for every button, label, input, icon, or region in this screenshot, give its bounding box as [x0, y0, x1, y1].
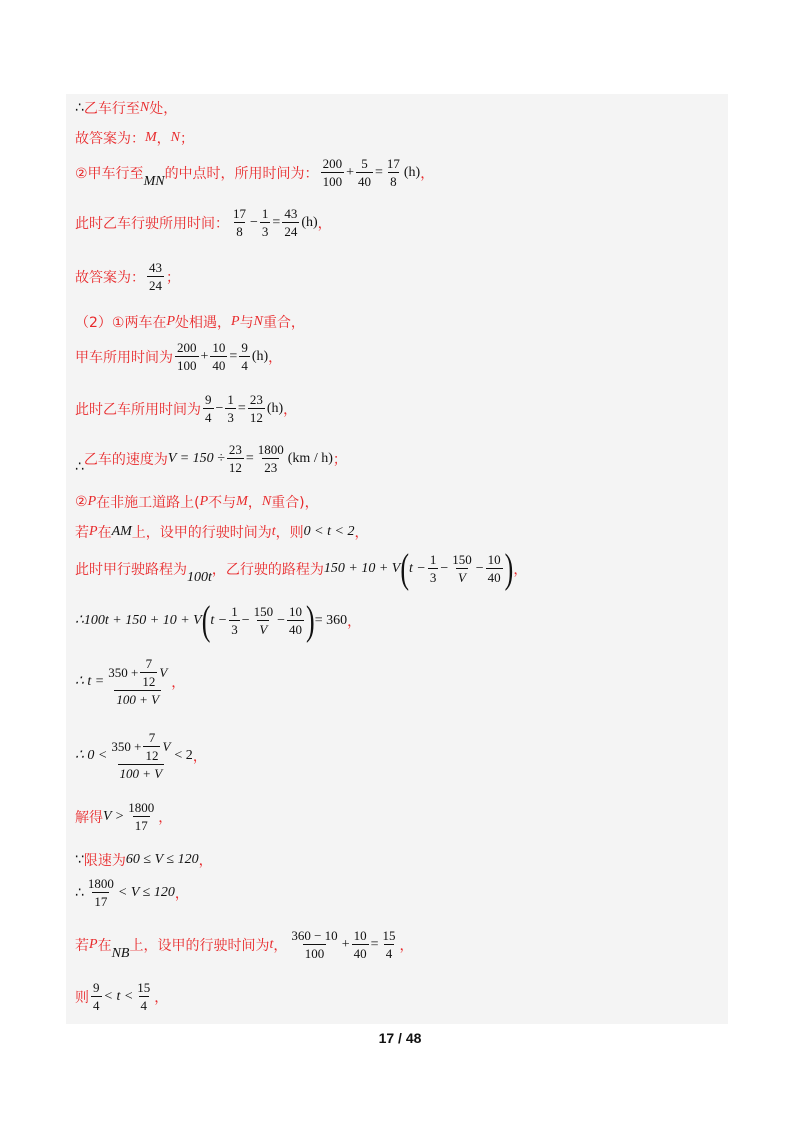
solution-line-9: ∴ 乙车的速度为 V = 150 ÷ $\frac{23}{12}$ = $\frac{1800}{23}$ (km / h) ； — [75, 442, 347, 475]
solution-line-13: ∴100t + 150 + 10 + V ( t − $\frac{1}{3}$ − $\frac{150}{V}$ − $\frac{10}{40}$ ) = 360 ， — [75, 596, 362, 643]
solution-line-3: ②甲车行至 MN 的中点时，所用时间为： $\frac{200}{100}$ + $\frac{5}{40}$ = $\frac{17}{8}$ (h) ， — [75, 156, 435, 189]
fraction: $\frac{23}{12}$ — [249, 392, 263, 425]
fraction: $\frac{23}{12}$ — [228, 442, 242, 475]
fraction: $\frac{360 - 10}{100}$ — [291, 928, 338, 961]
solution-line-20: 则 $\frac{9}{4}$ < t < $\frac{15}{4}$ ， — [75, 980, 169, 1013]
fraction: $\frac{10}{40}$ — [487, 552, 501, 585]
solution-line-17: ∵ 限速为 60 ≤ V ≤ 120 ， — [75, 852, 213, 869]
fraction: $\frac{10}{40}$ — [353, 928, 367, 961]
solution-line-7: 甲车所用时间为 $\frac{200}{100}$ + $\frac{10}{40}$ = $\frac{9}{4}$ (h) ， — [75, 340, 283, 373]
solution-line-12: 此时甲行驶路程为 100t ，乙行驶的路程为 150 + 10 + V ( t − $\frac{1}{3}$ − $\frac{150}{V}$ − $\frac{10}{40}$ ) ， — [75, 544, 528, 591]
fraction: $\frac{15}{4}$ — [382, 928, 396, 961]
fraction: $\frac{1800}{23}$ — [257, 442, 284, 475]
solution-line-2: 故答案为： M ， N ； — [75, 130, 195, 147]
solution-line-11: 若 P 在 AM 上，设甲的行驶时间为 t ，则 0 < t < 2 ， — [75, 524, 369, 541]
solution-line-6: （2）①两车在 P 处相遇， P 与 N 重合， — [75, 314, 305, 331]
solution-line-1: ∴ 乙车行至 N 处， — [75, 100, 178, 117]
fraction: $\frac{10}{40}$ — [212, 340, 226, 373]
compound-fraction: 350 + $\frac{7}{12}$ V 100 + V — [108, 656, 168, 707]
page-number: 17 / 48 — [378, 1030, 422, 1046]
fraction: $\frac{10}{40}$ — [289, 604, 303, 637]
solution-line-15: ∴ 0 < 350 + $\frac{7}{12}$ V 100 + V < 2 ， — [75, 730, 207, 781]
solution-line-8: 此时乙车所用时间为 $\frac{9}{4}$ − $\frac{1}{3}$ = $\frac{23}{12}$ (h) ， — [75, 392, 298, 425]
fraction: $\frac{1}{3}$ — [227, 392, 234, 425]
fraction: $\frac{1}{3}$ — [429, 552, 437, 585]
solution-line-5: 故答案为： $\frac{43}{24}$ ； — [75, 260, 180, 293]
compound-fraction: 350 + $\frac{7}{12}$ V 100 + V — [111, 730, 171, 781]
fraction: $\frac{9}{4}$ — [93, 980, 100, 1013]
fraction: $\frac{1800}{17}$ — [87, 876, 114, 909]
fraction: $\frac{150}{V}$ — [452, 552, 472, 585]
fraction: $\frac{5}{40}$ — [357, 156, 371, 189]
fraction: $\frac{1}{3}$ — [231, 604, 238, 637]
fraction: $\frac{150}{V}$ — [253, 604, 274, 637]
solution-line-4: 此时乙车行驶所用时间： $\frac{17}{8}$ − $\frac{1}{3}$ = $\frac{43}{24}$ (h) ， — [75, 206, 332, 239]
solution-line-16: 解得 V > $\frac{1800}{17}$ ， — [75, 800, 173, 833]
fraction: $\frac{200}{100}$ — [177, 340, 197, 373]
fraction: $\frac{43}{24}$ — [149, 260, 162, 293]
fraction: $\frac{17}{8}$ — [386, 156, 400, 189]
solution-line-14: ∴ t = 350 + $\frac{7}{12}$ V 100 + V ， — [75, 656, 186, 707]
fraction: $\frac{9}{4}$ — [241, 340, 248, 373]
fraction: $\frac{17}{8}$ — [233, 206, 246, 239]
fraction: $\frac{1}{3}$ — [261, 206, 269, 239]
fraction: $\frac{43}{24}$ — [284, 206, 298, 239]
fraction: $\frac{15}{4}$ — [137, 980, 151, 1013]
fraction: $\frac{200}{100}$ — [322, 156, 343, 189]
solution-line-10: ② P 在非施工道路上( P 不与 M ， N 重合)， — [75, 494, 319, 511]
fraction: $\frac{1800}{17}$ — [128, 800, 155, 833]
solution-line-18: ∴ $\frac{1800}{17}$ < V ≤ 120 ， — [75, 876, 189, 909]
fraction: $\frac{9}{4}$ — [205, 392, 212, 425]
solution-line-19: 若 P 在 NB 上，设甲的行驶时间为 t ， $\frac{360 - 10}{100}$ + $\frac{10}{40}$ = $\frac{15}{4}$ ， — [75, 928, 414, 961]
